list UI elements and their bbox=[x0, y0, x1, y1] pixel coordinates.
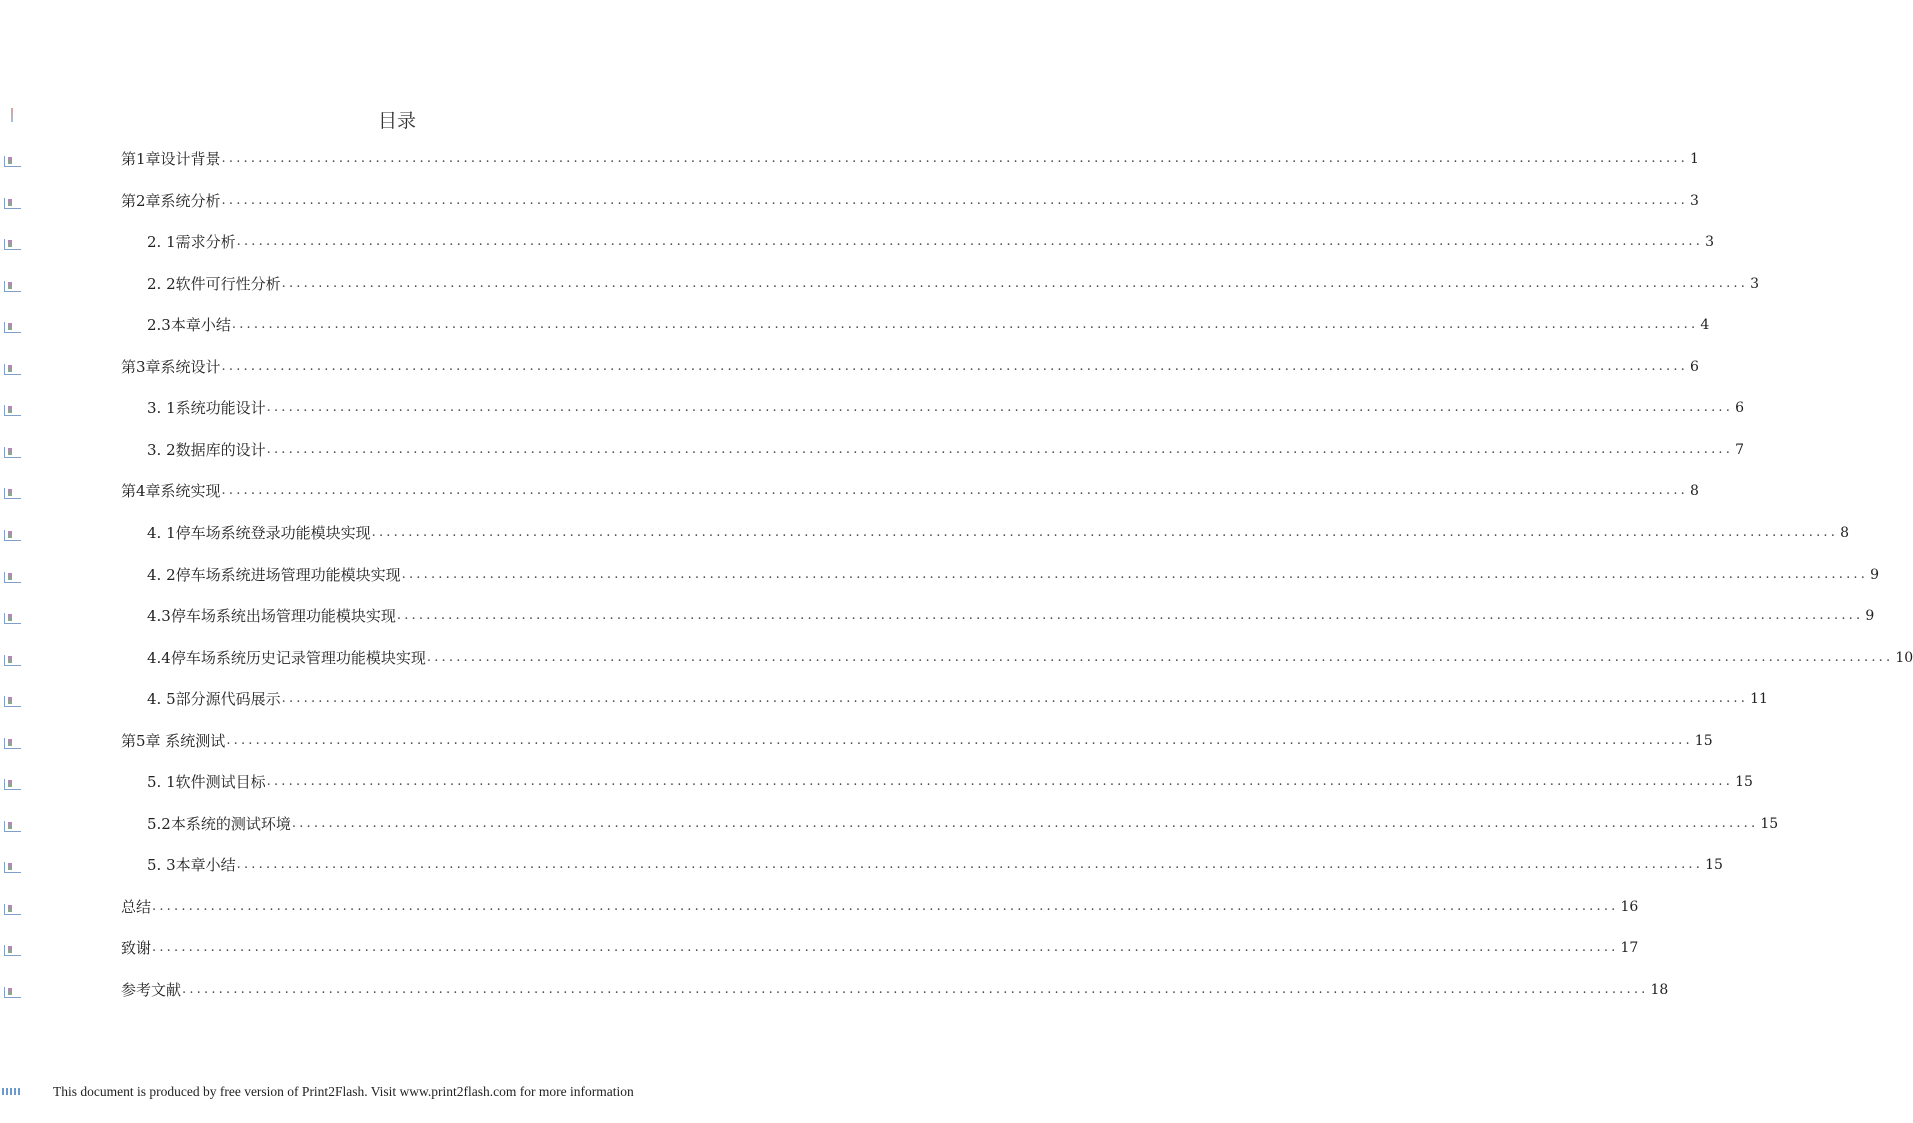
toc-entry[interactable] bbox=[147, 813, 1779, 835]
toc-entry[interactable] bbox=[121, 148, 1699, 170]
toc-leader-dots: ........................................................................................................................................................................................................ bbox=[266, 441, 1734, 457]
margin-marker bbox=[4, 862, 21, 873]
toc-leader-dots: ........................................................................................................................................................................................................ bbox=[221, 192, 1689, 208]
margin-marker bbox=[4, 530, 21, 541]
toc-page-number: 15 bbox=[1694, 732, 1713, 749]
toc-entry[interactable] bbox=[121, 480, 1699, 502]
toc-entry-label: 4. 1停车场系统登录功能模块实现 bbox=[147, 523, 371, 542]
toc-page-number: 15 bbox=[1760, 815, 1779, 832]
margin-marker bbox=[4, 779, 21, 790]
toc-leader-dots: ........................................................................................................................................................................................................ bbox=[221, 358, 1689, 374]
toc-leader-dots: ........................................................................................................................................................................................................ bbox=[281, 691, 1749, 707]
toc-entry[interactable] bbox=[121, 730, 1713, 752]
toc-entry-label: 4. 5部分源代码展示 bbox=[147, 690, 281, 709]
toc-leader-dots: ........................................................................................................................................................................................................ bbox=[221, 483, 1689, 499]
toc-entry-label: 2. 1需求分析 bbox=[147, 233, 236, 252]
margin-marker bbox=[4, 572, 21, 583]
toc-page-number: 17 bbox=[1620, 940, 1639, 957]
toc-leader-dots: ........................................................................................................................................................................................................ bbox=[152, 940, 1619, 956]
margin-marker bbox=[4, 613, 21, 624]
toc-entry[interactable] bbox=[147, 397, 1745, 419]
toc-entry-label: 5. 1软件测试目标 bbox=[147, 773, 266, 792]
toc-entry-label: 4. 2停车场系统进场管理功能模块实现 bbox=[147, 565, 401, 584]
toc-leader-dots: ........................................................................................................................................................................................................ bbox=[226, 732, 1693, 748]
margin-marker bbox=[4, 447, 21, 458]
toc-entry-label: 4.3停车场系统出场管理功能模块实现 bbox=[147, 607, 396, 626]
toc-page-number: 3 bbox=[1690, 192, 1699, 209]
toc-page-number: 15 bbox=[1735, 774, 1753, 791]
margin-marker bbox=[4, 198, 21, 209]
toc-entry-label: 5.2本系统的测试环境 bbox=[147, 814, 291, 833]
toc-page-number: 1 bbox=[1690, 151, 1699, 167]
margin-marker bbox=[4, 696, 21, 707]
toc-entry-label: 第3章系统设计 bbox=[121, 357, 221, 376]
toc-leader-dots: ........................................................................................................................................................................................................ bbox=[426, 649, 1894, 665]
margin-marker bbox=[4, 655, 21, 666]
toc-entry[interactable] bbox=[121, 937, 1639, 959]
toc-page-number: 6 bbox=[1690, 358, 1699, 375]
toc-entry-label: 致谢 bbox=[121, 939, 152, 958]
toc-leader-dots: ........................................................................................................................................................................................................ bbox=[396, 608, 1864, 624]
toc-page-number: 11 bbox=[1750, 691, 1768, 708]
toc-entry[interactable] bbox=[147, 314, 1710, 336]
toc-entry-label: 第2章系统分析 bbox=[121, 191, 221, 210]
toc-leader-dots: ........................................................................................................................................................................................................ bbox=[152, 898, 1619, 914]
toc-entry-label: 4.4停车场系统历史记录管理功能模块实现 bbox=[147, 648, 426, 667]
toc-leader-dots: ........................................................................................................................................................................................................ bbox=[281, 275, 1749, 291]
toc-entry[interactable] bbox=[121, 896, 1639, 918]
toc-entry[interactable] bbox=[147, 854, 1723, 876]
toc-leader-dots: ........................................................................................................................................................................................................ bbox=[221, 151, 1689, 166]
toc-leader-dots: ........................................................................................................................................................................................................ bbox=[291, 815, 1759, 831]
margin-marker bbox=[4, 239, 21, 250]
toc-page-number: 18 bbox=[1650, 982, 1669, 998]
toc-entry[interactable] bbox=[147, 771, 1753, 793]
toc-title: 目录 bbox=[377, 110, 416, 132]
toc-entry[interactable] bbox=[147, 688, 1768, 710]
toc-leader-dots: ........................................................................................................................................................................................................ bbox=[371, 524, 1839, 540]
toc-entry-label: 3. 2数据库的设计 bbox=[147, 440, 266, 459]
margin-marker bbox=[4, 156, 21, 167]
toc-page-number: 9 bbox=[1865, 608, 1875, 625]
toc-entry-label: 第1章设计背景 bbox=[121, 150, 221, 168]
toc-entry[interactable] bbox=[147, 522, 1850, 544]
margin-marker bbox=[4, 821, 21, 832]
toc-leader-dots: ........................................................................................................................................................................................................ bbox=[182, 982, 1649, 997]
toc-entry-label: 2.3本章小结 bbox=[147, 316, 231, 335]
toc-leader-dots: ........................................................................................................................................................................................................ bbox=[236, 234, 1704, 250]
toc-entry-label: 参考文献 bbox=[121, 981, 182, 999]
margin-marker bbox=[4, 364, 21, 375]
margin-marker bbox=[4, 405, 21, 416]
toc-page-number: 4 bbox=[1700, 317, 1710, 334]
margin-marker bbox=[4, 488, 21, 499]
toc-entry[interactable] bbox=[147, 439, 1745, 461]
toc-entry[interactable] bbox=[147, 647, 1913, 669]
toc-entry[interactable] bbox=[147, 231, 1715, 253]
toc-entry-label: 3. 1系统功能设计 bbox=[147, 399, 266, 418]
toc-leader-dots: ........................................................................................................................................................................................................ bbox=[401, 566, 1869, 582]
toc-entry-label: 第5章 系统测试 bbox=[121, 731, 226, 750]
toc-page-number: 15 bbox=[1705, 857, 1723, 874]
margin-marker bbox=[4, 987, 21, 998]
margin-marker bbox=[4, 904, 21, 915]
toc-page-number: 16 bbox=[1620, 898, 1639, 915]
toc-page-number: 7 bbox=[1735, 441, 1745, 458]
toc-leader-dots: ........................................................................................................................................................................................................ bbox=[266, 400, 1734, 416]
toc-entry[interactable] bbox=[147, 564, 1880, 586]
toc-entry[interactable] bbox=[121, 190, 1699, 212]
toc-leader-dots: ........................................................................................................................................................................................................ bbox=[266, 774, 1734, 790]
margin-marker bbox=[4, 738, 21, 749]
toc-page-number: 8 bbox=[1840, 524, 1850, 541]
toc-entry-label: 2. 2软件可行性分析 bbox=[147, 274, 281, 293]
margin-marker bbox=[4, 322, 21, 333]
toc-entry-label: 第4章系统实现 bbox=[121, 482, 221, 501]
print2flash-icon bbox=[2, 1088, 22, 1095]
toc-page-number: 3 bbox=[1705, 234, 1715, 251]
footer-notice: This document is produced by free version of Print2Flash. Visit www.print2flash.com for more information bbox=[53, 1084, 634, 1099]
margin-marker bbox=[4, 281, 21, 292]
toc-page-number: 8 bbox=[1690, 483, 1699, 500]
toc-page-number: 3 bbox=[1750, 275, 1760, 292]
toc-page-number: 9 bbox=[1870, 566, 1880, 583]
toc-entry[interactable] bbox=[147, 273, 1760, 295]
toc-entry-label: 总结 bbox=[121, 897, 152, 916]
margin-marker bbox=[4, 945, 21, 956]
toc-leader-dots: ........................................................................................................................................................................................................ bbox=[231, 317, 1699, 333]
toc-entry[interactable] bbox=[121, 356, 1699, 378]
toc-page-number: 6 bbox=[1735, 400, 1745, 417]
toc-entry[interactable] bbox=[121, 979, 1669, 1001]
toc-entry-label: 5. 3本章小结 bbox=[147, 856, 236, 875]
toc-entry[interactable] bbox=[147, 605, 1875, 627]
toc-leader-dots: ........................................................................................................................................................................................................ bbox=[236, 857, 1704, 873]
toc-page-number: 10 bbox=[1895, 649, 1913, 666]
